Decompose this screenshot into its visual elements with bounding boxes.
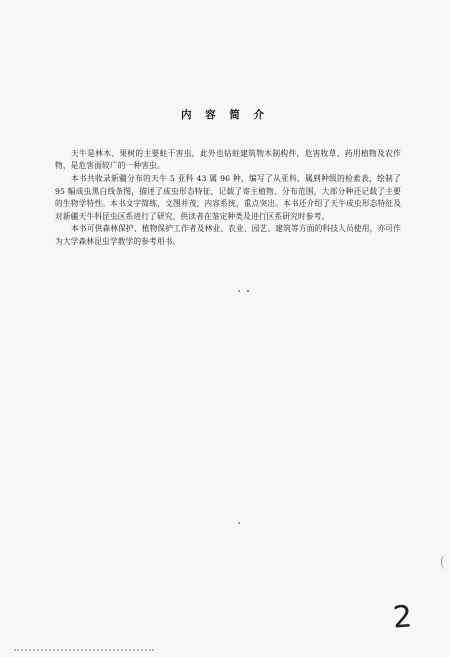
handwritten-page-number: 2	[391, 599, 414, 636]
paragraph-intro: 天牛是林木、果树的主要蛀干害虫，此外也钻蛀建筑物木制构件，危害牧草、药用植物及农作物，是危害面较广的一种害虫。	[55, 149, 401, 171]
paragraph-audience: 本书可供森林保护、植物保护工作者及林业、农业、园艺、建筑等方面的科技人员使用，亦可作为大学森林昆虫学教学的参考用书。	[55, 224, 401, 246]
summary-body	[55, 148, 401, 249]
scan-bottom-artifact	[14, 646, 154, 651]
scan-speck	[238, 522, 240, 524]
scan-speck	[238, 290, 240, 292]
scan-edge-mark	[441, 555, 448, 569]
scan-speck	[247, 290, 249, 292]
section-heading: 内 容 简 介	[181, 109, 269, 121]
paragraph-contents: 本书共收录新疆分布的天牛 5 亚科 43 属 96 种，编写了从亚科、属到种级的检索表，绘制了 95 幅成虫黑白线条图，描述了成虫形态特征，记载了寄主植物、分布范围，大部分种还记载了主要的生物学特性。本书文字简练，文图并茂，内容系统，重点突出。本书还介绍了天牛成虫形态特征及对新疆天牛科昆虫区系进行了研究，供读者在鉴定种类及进行区系研究时参考。	[55, 174, 401, 221]
